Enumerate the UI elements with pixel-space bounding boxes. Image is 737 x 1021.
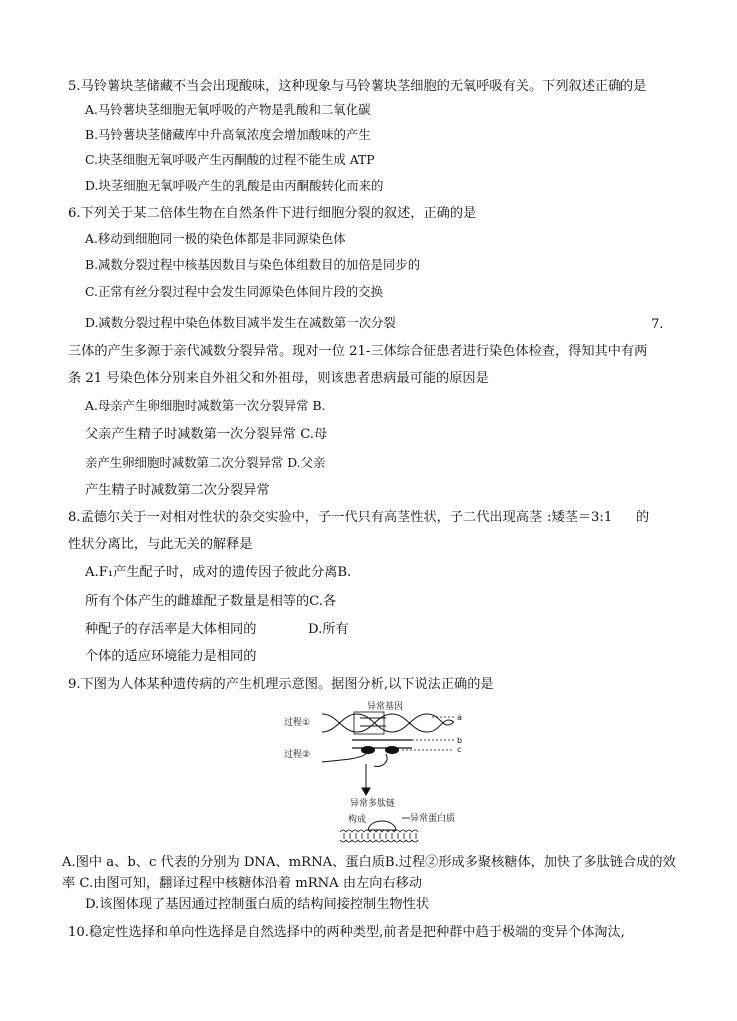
q8-stem-c: 的 [636,510,650,525]
q6-option-a: A.移动到细胞同一极的染色体都是非同源染色体 [85,231,346,246]
label-leaders [402,717,454,750]
q5-option-d: D.块茎细胞无氧呼吸产生的乳酸是由丙酮酸转化而来的 [85,178,384,193]
down-arrow [362,764,370,795]
label-c: c [457,745,462,754]
q9-option-ab: A.图中 a、b、c 代表的分别为 DNA、mRNA、蛋白质B.过程②形成多聚核糖体，加快了多肽链合成的效 [62,855,676,870]
q7-line-1: 三体的产生多源于亲代减数分裂异常。现对一位 21-三体综合征患者进行染色体检查，得知其中有两 [68,344,648,359]
q5-stem: 5.马铃薯块茎储藏不当会出现酸味，这种现象与马铃薯块茎细胞的无氧呼吸有关。下列叙述正确 [68,79,622,94]
label-a: a [457,713,462,722]
q5-stem-tail: 的是 [620,79,647,94]
q8-stem-a: 8.孟德尔关于一对相对性状的杂交实验中，子一代只有高茎性状，子二代出现高茎 [68,510,543,525]
genetic-disease-diagram [282,700,482,850]
q8-line-2: 性状分离比，与此无关的解释是 [68,537,253,552]
q7-line-2: 条 21 号染色体分别来自外祖父和外祖母，则该患者患病最可能的原因是 [68,371,489,386]
q7-option-line-1: A.母亲产生卵细胞时减数第一次分裂异常 B. [85,398,326,413]
q10-stem: 10.稳定性选择和单向性选择是自然选择中的两种类型,前者是把种群中趋于极端的变异个体淘汰, [68,925,625,940]
dna-helix [322,712,454,734]
process-1-label: 过程① [284,718,311,728]
cell-membrane [340,830,418,842]
q8-option-line-3b: D.所有 [308,622,349,637]
process-2-label: 过程② [284,750,311,760]
q6-option-d: D.减数分裂过程中染色体数目减半发生在减数第一次分裂 [85,315,396,330]
q7-number: 7. [651,317,664,332]
q8-stem-b: :矮茎＝3:1 [547,510,613,525]
q8-option-line-4: 个体的适应环境能力是相同的 [85,649,257,664]
q9-option-d: D.该图体现了基因通过控制蛋白质的结构间接控制生物性状 [85,897,429,912]
label-b: b [457,736,463,745]
q6-option-c: C.正常有丝分裂过程中会发生同源染色体间片段的交换 [85,284,383,299]
abnormal-peptide-label: 异常多肽链 [350,799,396,809]
q8-option-line-3a: 种配子的存活率是大体相同的 [85,622,257,637]
q6-stem: 6.下列关于某二倍体生物在自然条件下进行细胞分裂的叙述，正确的是 [68,206,477,221]
abnormal-gene-label: 异常基因 [367,702,404,712]
q9-stem: 9.下图为人体某种遗传病的产生机理示意图。据图分析,以下说法正确的是 [68,677,494,692]
abnormal-protein-shape [368,821,396,830]
ribosomes [361,746,399,754]
q5-option-b: B.马铃薯块茎储藏库中升高氧浓度会增加酸味的产生 [85,127,371,142]
q6-option-b: B.减数分裂过程中核基因数目与染色体组数目的加倍是同步的 [85,257,421,272]
q8-option-line-1: A.F₁产生配子时，成对的遗传因子彼此分离B. [85,565,352,580]
q8-option-line-2: 所有个体产生的雌雄配子数量是相等的C.各 [85,594,337,609]
abnormal-protein-label: 异常蛋白质 [410,814,456,824]
q7-option-line-2: 父亲产生精子时减数第一次分裂异常 C.母 [85,427,328,442]
q7-option-line-3: 亲产生卵细胞时减数第二次分裂异常 D.父亲 [85,455,326,470]
q9-option-c: 率 C.由图可知，翻译过程中核糖体沿着 mRNA 由左向右移动 [62,876,423,891]
mrna-strand [352,740,412,748]
q5-option-a: A.马铃薯块茎细胞无氧呼吸的产物是乳酸和二氧化碳 [85,102,371,117]
q7-option-line-4: 产生精子时减数第二次分裂异常 [85,483,270,498]
q5-option-c: C.块茎细胞无氧呼吸产生丙酮酸的过程不能生成 ATP [85,152,375,167]
constitute-label: 构成 [348,815,367,825]
